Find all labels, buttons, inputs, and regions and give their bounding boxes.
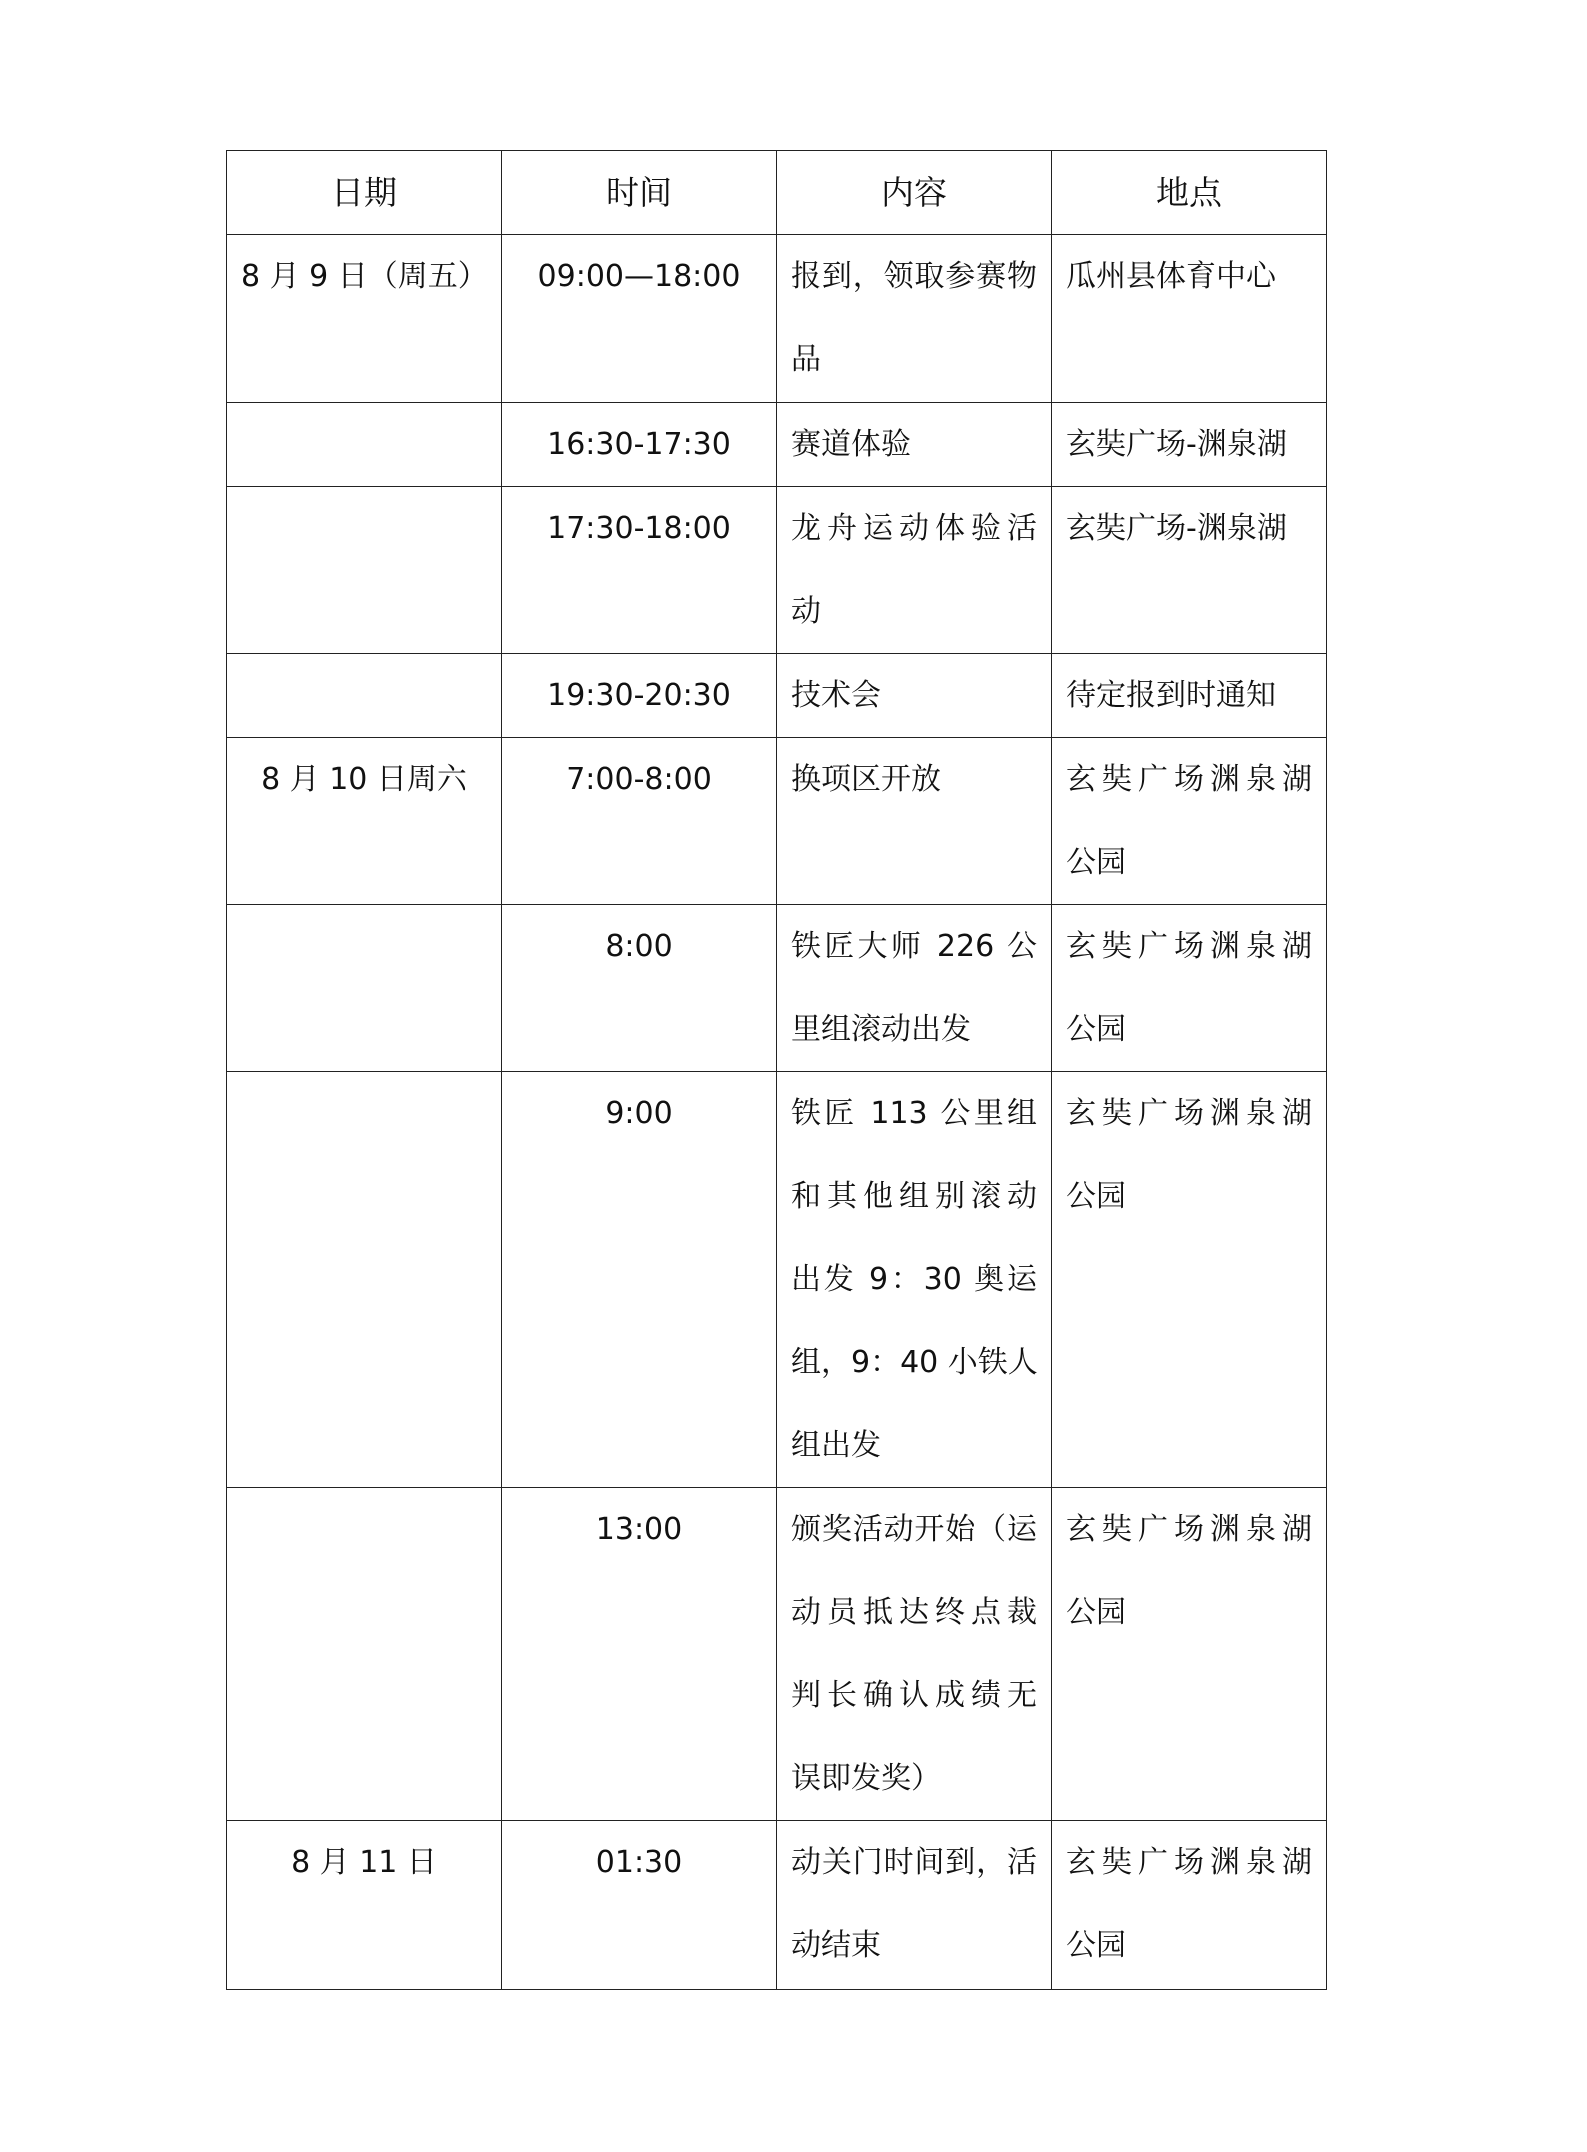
place-line: 玄奘广场渊泉湖 <box>1066 1845 1312 1880</box>
place-cell <box>1052 403 1327 487</box>
table-row <box>227 738 1327 905</box>
place-line: 公园 <box>1066 1012 1126 1047</box>
place-line: 玄奘广场渊泉湖 <box>1066 1512 1312 1547</box>
header-date: 日期 <box>227 151 502 235</box>
content-cell <box>777 905 1052 1072</box>
place-cell <box>1052 487 1327 654</box>
content-line: 技术会 <box>791 678 881 713</box>
header-place: 地点 <box>1052 151 1327 235</box>
table-row <box>227 1821 1327 1990</box>
schedule-table <box>226 150 1327 1990</box>
place-line: 待定报到时通知 <box>1066 678 1276 713</box>
date-cell <box>227 1072 502 1488</box>
date-cell <box>227 905 502 1072</box>
place-cell <box>1052 738 1327 905</box>
content-line: 误即发奖） <box>791 1761 941 1796</box>
content-line: 龙舟运动体验活 <box>791 511 1037 546</box>
content-line: 铁匠大师 226 公 <box>791 929 1037 964</box>
place-line: 玄奘广场渊泉湖 <box>1066 929 1312 964</box>
place-line: 公园 <box>1066 1928 1126 1963</box>
content-cell <box>777 235 1052 403</box>
date-cell: 8 月 10 日周六 <box>227 738 502 905</box>
time-cell: 16:30-17:30 <box>502 403 777 487</box>
time-cell: 8:00 <box>502 905 777 1072</box>
date-cell <box>227 1488 502 1821</box>
content-cell <box>777 487 1052 654</box>
header-row <box>227 151 1327 235</box>
content-line: 组，9：40 小铁人 <box>791 1345 1038 1380</box>
content-cell <box>777 654 1052 738</box>
place-line: 玄奘广场-渊泉湖 <box>1066 511 1287 546</box>
content-line: 动 <box>791 594 821 629</box>
time-cell: 7:00-8:00 <box>502 738 777 905</box>
header-content: 内容 <box>777 151 1052 235</box>
content-line: 判长确认成绩无 <box>791 1678 1037 1713</box>
header-time: 时间 <box>502 151 777 235</box>
place-cell <box>1052 905 1327 1072</box>
table-row <box>227 905 1327 1072</box>
time-cell: 09:00—18:00 <box>502 235 777 403</box>
table-row <box>227 235 1327 403</box>
content-line: 动员抵达终点裁 <box>791 1595 1037 1630</box>
date-cell <box>227 487 502 654</box>
content-cell <box>777 738 1052 905</box>
place-line: 玄奘广场渊泉湖 <box>1066 1096 1312 1131</box>
time-cell: 13:00 <box>502 1488 777 1821</box>
table-row <box>227 487 1327 654</box>
content-cell <box>777 1072 1052 1488</box>
content-line: 动关门时间到，活 <box>791 1845 1037 1880</box>
date-cell: 8 月 9 日（周五） <box>227 235 502 403</box>
content-line: 出发 9：30 奥运 <box>791 1262 1037 1297</box>
content-line: 报到，领取参赛物 <box>791 259 1037 294</box>
place-line: 公园 <box>1066 1595 1126 1630</box>
time-cell: 19:30-20:30 <box>502 654 777 738</box>
date-cell <box>227 654 502 738</box>
time-cell: 17:30-18:00 <box>502 487 777 654</box>
time-cell: 9:00 <box>502 1072 777 1488</box>
table-row <box>227 403 1327 487</box>
table-row <box>227 1488 1327 1821</box>
content-line: 铁匠 113 公里组 <box>791 1096 1037 1131</box>
content-line: 赛道体验 <box>791 427 911 462</box>
content-cell <box>777 1488 1052 1821</box>
content-line: 换项区开放 <box>791 762 941 797</box>
time-cell: 01:30 <box>502 1821 777 1990</box>
content-cell <box>777 1821 1052 1990</box>
place-line: 公园 <box>1066 1179 1126 1214</box>
place-cell <box>1052 1821 1327 1990</box>
place-line: 公园 <box>1066 845 1126 880</box>
place-cell <box>1052 1488 1327 1821</box>
table-row <box>227 654 1327 738</box>
content-line: 颁奖活动开始（运 <box>791 1512 1037 1547</box>
content-line: 动结束 <box>791 1928 881 1963</box>
content-line: 品 <box>791 342 821 377</box>
date-cell <box>227 403 502 487</box>
date-cell: 8 月 11 日 <box>227 1821 502 1990</box>
content-line: 组出发 <box>791 1428 881 1463</box>
content-cell <box>777 403 1052 487</box>
content-line: 和其他组别滚动 <box>791 1179 1037 1214</box>
table-row <box>227 1072 1327 1488</box>
content-line: 里组滚动出发 <box>791 1012 971 1047</box>
place-cell <box>1052 654 1327 738</box>
place-cell <box>1052 1072 1327 1488</box>
place-line: 玄奘广场-渊泉湖 <box>1066 427 1287 462</box>
place-line: 玄奘广场渊泉湖 <box>1066 762 1312 797</box>
place-line: 瓜州县体育中心 <box>1066 259 1276 294</box>
place-cell <box>1052 235 1327 403</box>
